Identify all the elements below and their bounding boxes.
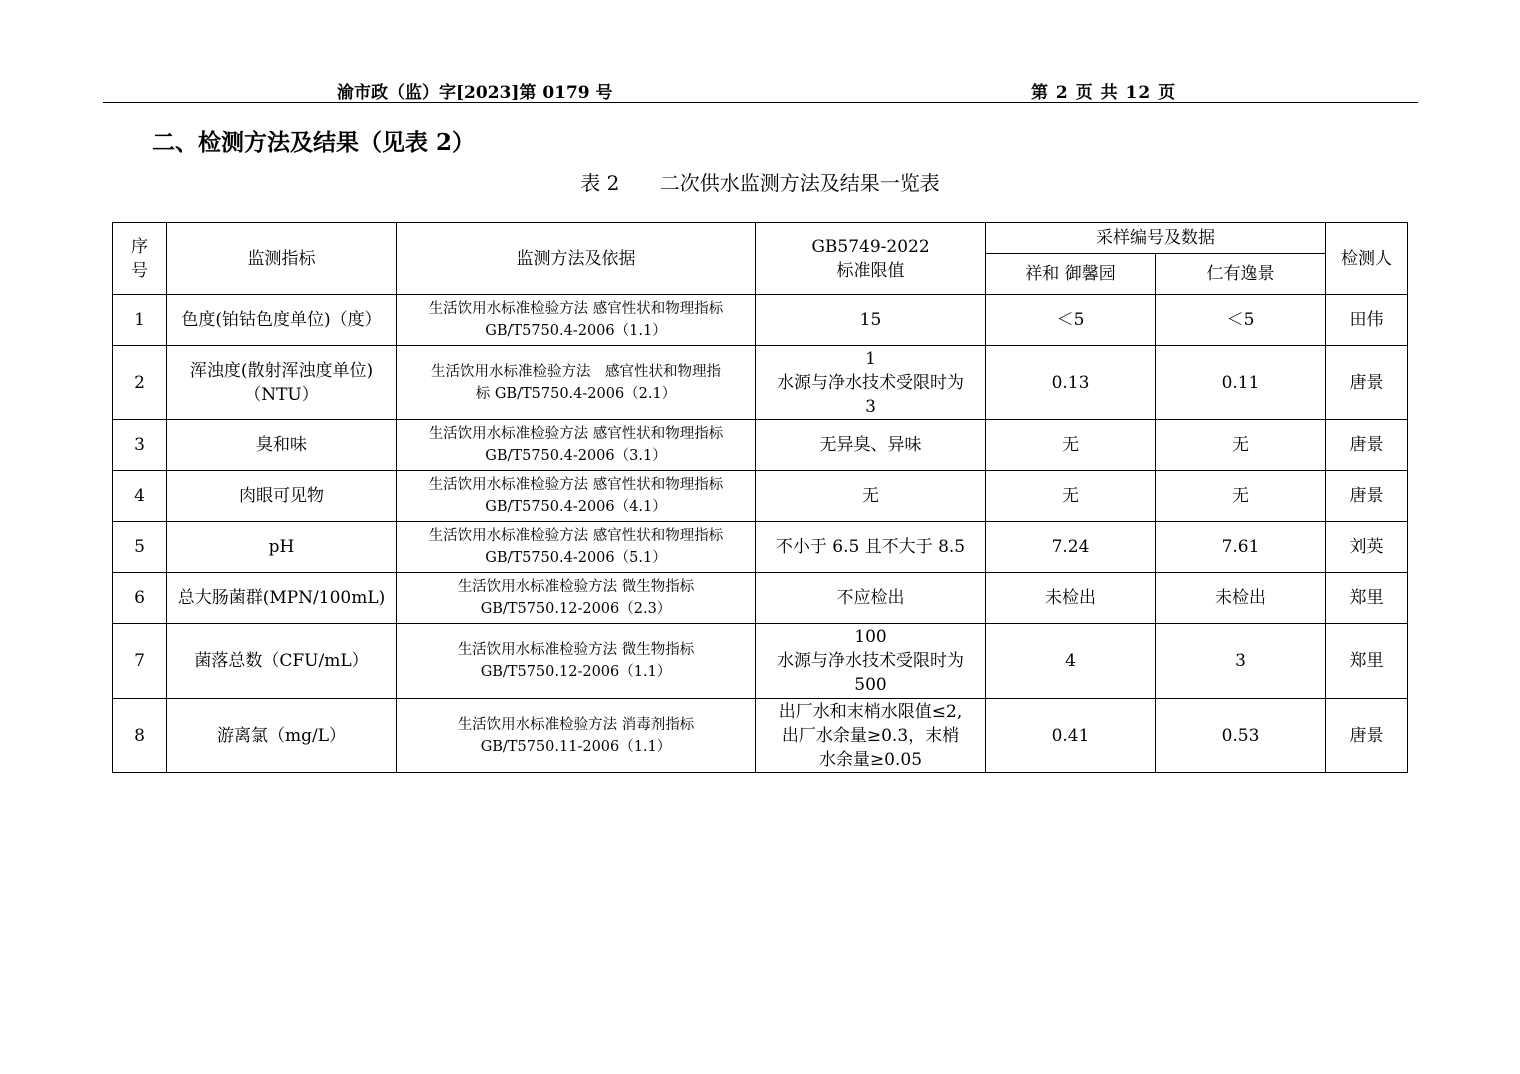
section-title: 二、检测方法及结果（见表 2）	[152, 129, 476, 156]
cell-serial: 4	[113, 471, 167, 522]
cell-sample-1: 0.41	[986, 699, 1156, 773]
cell-standard-line: 无异臭、异味	[819, 435, 922, 455]
cell-method	[397, 573, 756, 624]
cell-inspector: 唐景	[1326, 346, 1408, 420]
cell-sample-1: ＜5	[986, 295, 1156, 346]
header-sample-1: 祥和 御馨园	[986, 254, 1156, 295]
cell-serial: 6	[113, 573, 167, 624]
table-row	[113, 522, 1408, 573]
cell-indicator-line: （NTU）	[244, 384, 319, 405]
cell-method	[397, 624, 756, 699]
header-serial-line1: 序	[131, 236, 148, 257]
cell-serial: 7	[113, 624, 167, 699]
cell-standard	[756, 699, 986, 773]
cell-standard-line: 100	[854, 627, 887, 647]
cell-standard	[756, 420, 986, 471]
cell-standard-line: 水源与净水技术受限时为	[777, 651, 964, 671]
cell-sample-2: 0.11	[1156, 346, 1326, 420]
cell-standard-line: 出厂水和末梢水限值≤2,	[778, 701, 963, 722]
cell-inspector: 田伟	[1326, 295, 1408, 346]
header-serial	[113, 223, 167, 295]
cell-method-line: GB/T5750.4-2006（3.1）	[485, 448, 667, 464]
header-indicator: 监测指标	[167, 223, 397, 295]
results-table	[112, 222, 1408, 773]
cell-sample-2: 3	[1156, 624, 1326, 699]
cell-method	[397, 522, 756, 573]
cell-indicator	[167, 295, 397, 346]
cell-sample-1: 4	[986, 624, 1156, 699]
cell-serial: 8	[113, 699, 167, 773]
table-row	[113, 573, 1408, 624]
table-number: 表 2	[580, 171, 620, 195]
table-row	[113, 295, 1408, 346]
header-standard-line2: 标准限值	[836, 260, 905, 281]
cell-standard	[756, 624, 986, 699]
cell-standard-line: 不小于 6.5 且不大于 8.5	[775, 537, 966, 557]
cell-standard-line: 3	[865, 396, 876, 417]
cell-standard-line: 15	[859, 310, 882, 330]
table-row	[113, 699, 1408, 773]
cell-standard-line: 无	[862, 486, 879, 506]
cell-method	[397, 699, 756, 773]
cell-inspector: 郑里	[1326, 573, 1408, 624]
cell-inspector: 唐景	[1326, 699, 1408, 773]
cell-inspector: 刘英	[1326, 522, 1408, 573]
cell-indicator-line: 肉眼可见物	[239, 486, 324, 506]
cell-sample-1: 0.13	[986, 346, 1156, 420]
cell-inspector: 郑里	[1326, 624, 1408, 699]
cell-method-line: 生活饮用水标准检验方法 微生物指标	[457, 642, 695, 658]
table-title: 二次供水监测方法及结果一览表	[659, 171, 940, 195]
cell-standard	[756, 522, 986, 573]
cell-inspector: 唐景	[1326, 471, 1408, 522]
cell-method-line: 标 GB/T5750.4-2006（2.1）	[475, 385, 677, 402]
header-serial-line2: 号	[131, 260, 148, 281]
cell-sample-1: 未检出	[986, 573, 1156, 624]
header-method: 监测方法及依据	[397, 223, 756, 295]
cell-serial: 5	[113, 522, 167, 573]
cell-standard-line: 不应检出	[836, 588, 905, 608]
cell-indicator-line: 游离氯（mg/L）	[216, 725, 347, 746]
cell-indicator	[167, 346, 397, 420]
cell-sample-1: 无	[986, 471, 1156, 522]
cell-sample-1: 无	[986, 420, 1156, 471]
cell-method-line: 生活饮用水标准检验方法 微生物指标	[457, 579, 695, 595]
table-header	[113, 223, 1408, 295]
table-row	[113, 624, 1408, 699]
cell-sample-2: 7.61	[1156, 522, 1326, 573]
cell-standard	[756, 471, 986, 522]
cell-sample-2: ＜5	[1156, 295, 1326, 346]
cell-serial: 2	[113, 346, 167, 420]
cell-sample-2: 0.53	[1156, 699, 1326, 773]
header-sample-2: 仁有逸景	[1156, 254, 1326, 295]
cell-indicator-line: pH	[268, 537, 295, 557]
cell-method-line: GB/T5750.11-2006（1.1）	[480, 738, 672, 755]
cell-indicator-line: 臭和味	[256, 435, 307, 455]
cell-method-line: 生活饮用水标准检验方法 感官性状和物理指标	[428, 528, 724, 544]
page-info: 第 2 页 共 12 页	[1031, 83, 1177, 103]
table-body	[113, 295, 1408, 773]
cell-inspector: 唐景	[1326, 420, 1408, 471]
cell-indicator-line: 菌落总数（CFU/mL）	[194, 651, 369, 671]
cell-standard-line: 水源与净水技术受限时为	[777, 372, 964, 393]
cell-method-line: GB/T5750.4-2006（1.1）	[485, 323, 667, 339]
cell-standard	[756, 295, 986, 346]
cell-indicator-line: 浑浊度(散射浑浊度单位)	[189, 360, 374, 381]
cell-method-line: GB/T5750.12-2006（1.1）	[480, 664, 672, 680]
cell-method-line: 生活饮用水标准检验方法 消毒剂指标	[457, 716, 695, 733]
header-samples-group: 采样编号及数据	[986, 223, 1326, 254]
cell-standard	[756, 573, 986, 624]
cell-method-line: 生活饮用水标准检验方法 感官性状和物理指标	[428, 477, 724, 493]
header-standard	[756, 223, 986, 295]
cell-sample-2: 无	[1156, 420, 1326, 471]
cell-method-line: GB/T5750.4-2006（5.1）	[485, 550, 667, 566]
cell-indicator	[167, 624, 397, 699]
cell-standard-line: 水余量≥0.05	[818, 749, 923, 770]
cell-serial: 1	[113, 295, 167, 346]
cell-indicator	[167, 522, 397, 573]
cell-indicator-line: 总大肠菌群(MPN/100mL)	[177, 588, 386, 608]
cell-indicator	[167, 699, 397, 773]
cell-method	[397, 420, 756, 471]
cell-method-line: GB/T5750.12-2006（2.3）	[480, 601, 672, 617]
cell-indicator-line: 色度(铂钴色度单位)（度）	[181, 310, 382, 330]
cell-indicator	[167, 471, 397, 522]
table-row	[113, 420, 1408, 471]
cell-serial: 3	[113, 420, 167, 471]
table-row	[113, 346, 1408, 420]
cell-standard	[756, 346, 986, 420]
table-row	[113, 471, 1408, 522]
cell-method-line: GB/T5750.4-2006（4.1）	[485, 499, 667, 515]
cell-standard-line: 出厂水余量≥0.3，末梢	[781, 725, 960, 746]
page-header	[103, 78, 1418, 103]
cell-sample-2: 无	[1156, 471, 1326, 522]
cell-standard-line: 500	[854, 675, 887, 695]
cell-method-line: 生活饮用水标准检验方法 感官性状和物理指标	[428, 426, 724, 442]
cell-method	[397, 295, 756, 346]
cell-standard-line: 1	[865, 348, 876, 369]
cell-method	[397, 471, 756, 522]
cell-indicator	[167, 420, 397, 471]
header-inspector: 检测人	[1326, 223, 1408, 295]
cell-method-line: 生活饮用水标准检验方法 感官性状和物理指	[431, 363, 721, 380]
document-number: 渝市政（监）字[2023]第 0179 号	[337, 83, 613, 103]
cell-indicator	[167, 573, 397, 624]
table-caption	[0, 167, 1520, 196]
cell-method-line: 生活饮用水标准检验方法 感官性状和物理指标	[428, 301, 724, 317]
header-standard-line1: GB5749-2022	[811, 236, 930, 257]
cell-sample-1: 7.24	[986, 522, 1156, 573]
cell-sample-2: 未检出	[1156, 573, 1326, 624]
cell-method	[397, 346, 756, 420]
